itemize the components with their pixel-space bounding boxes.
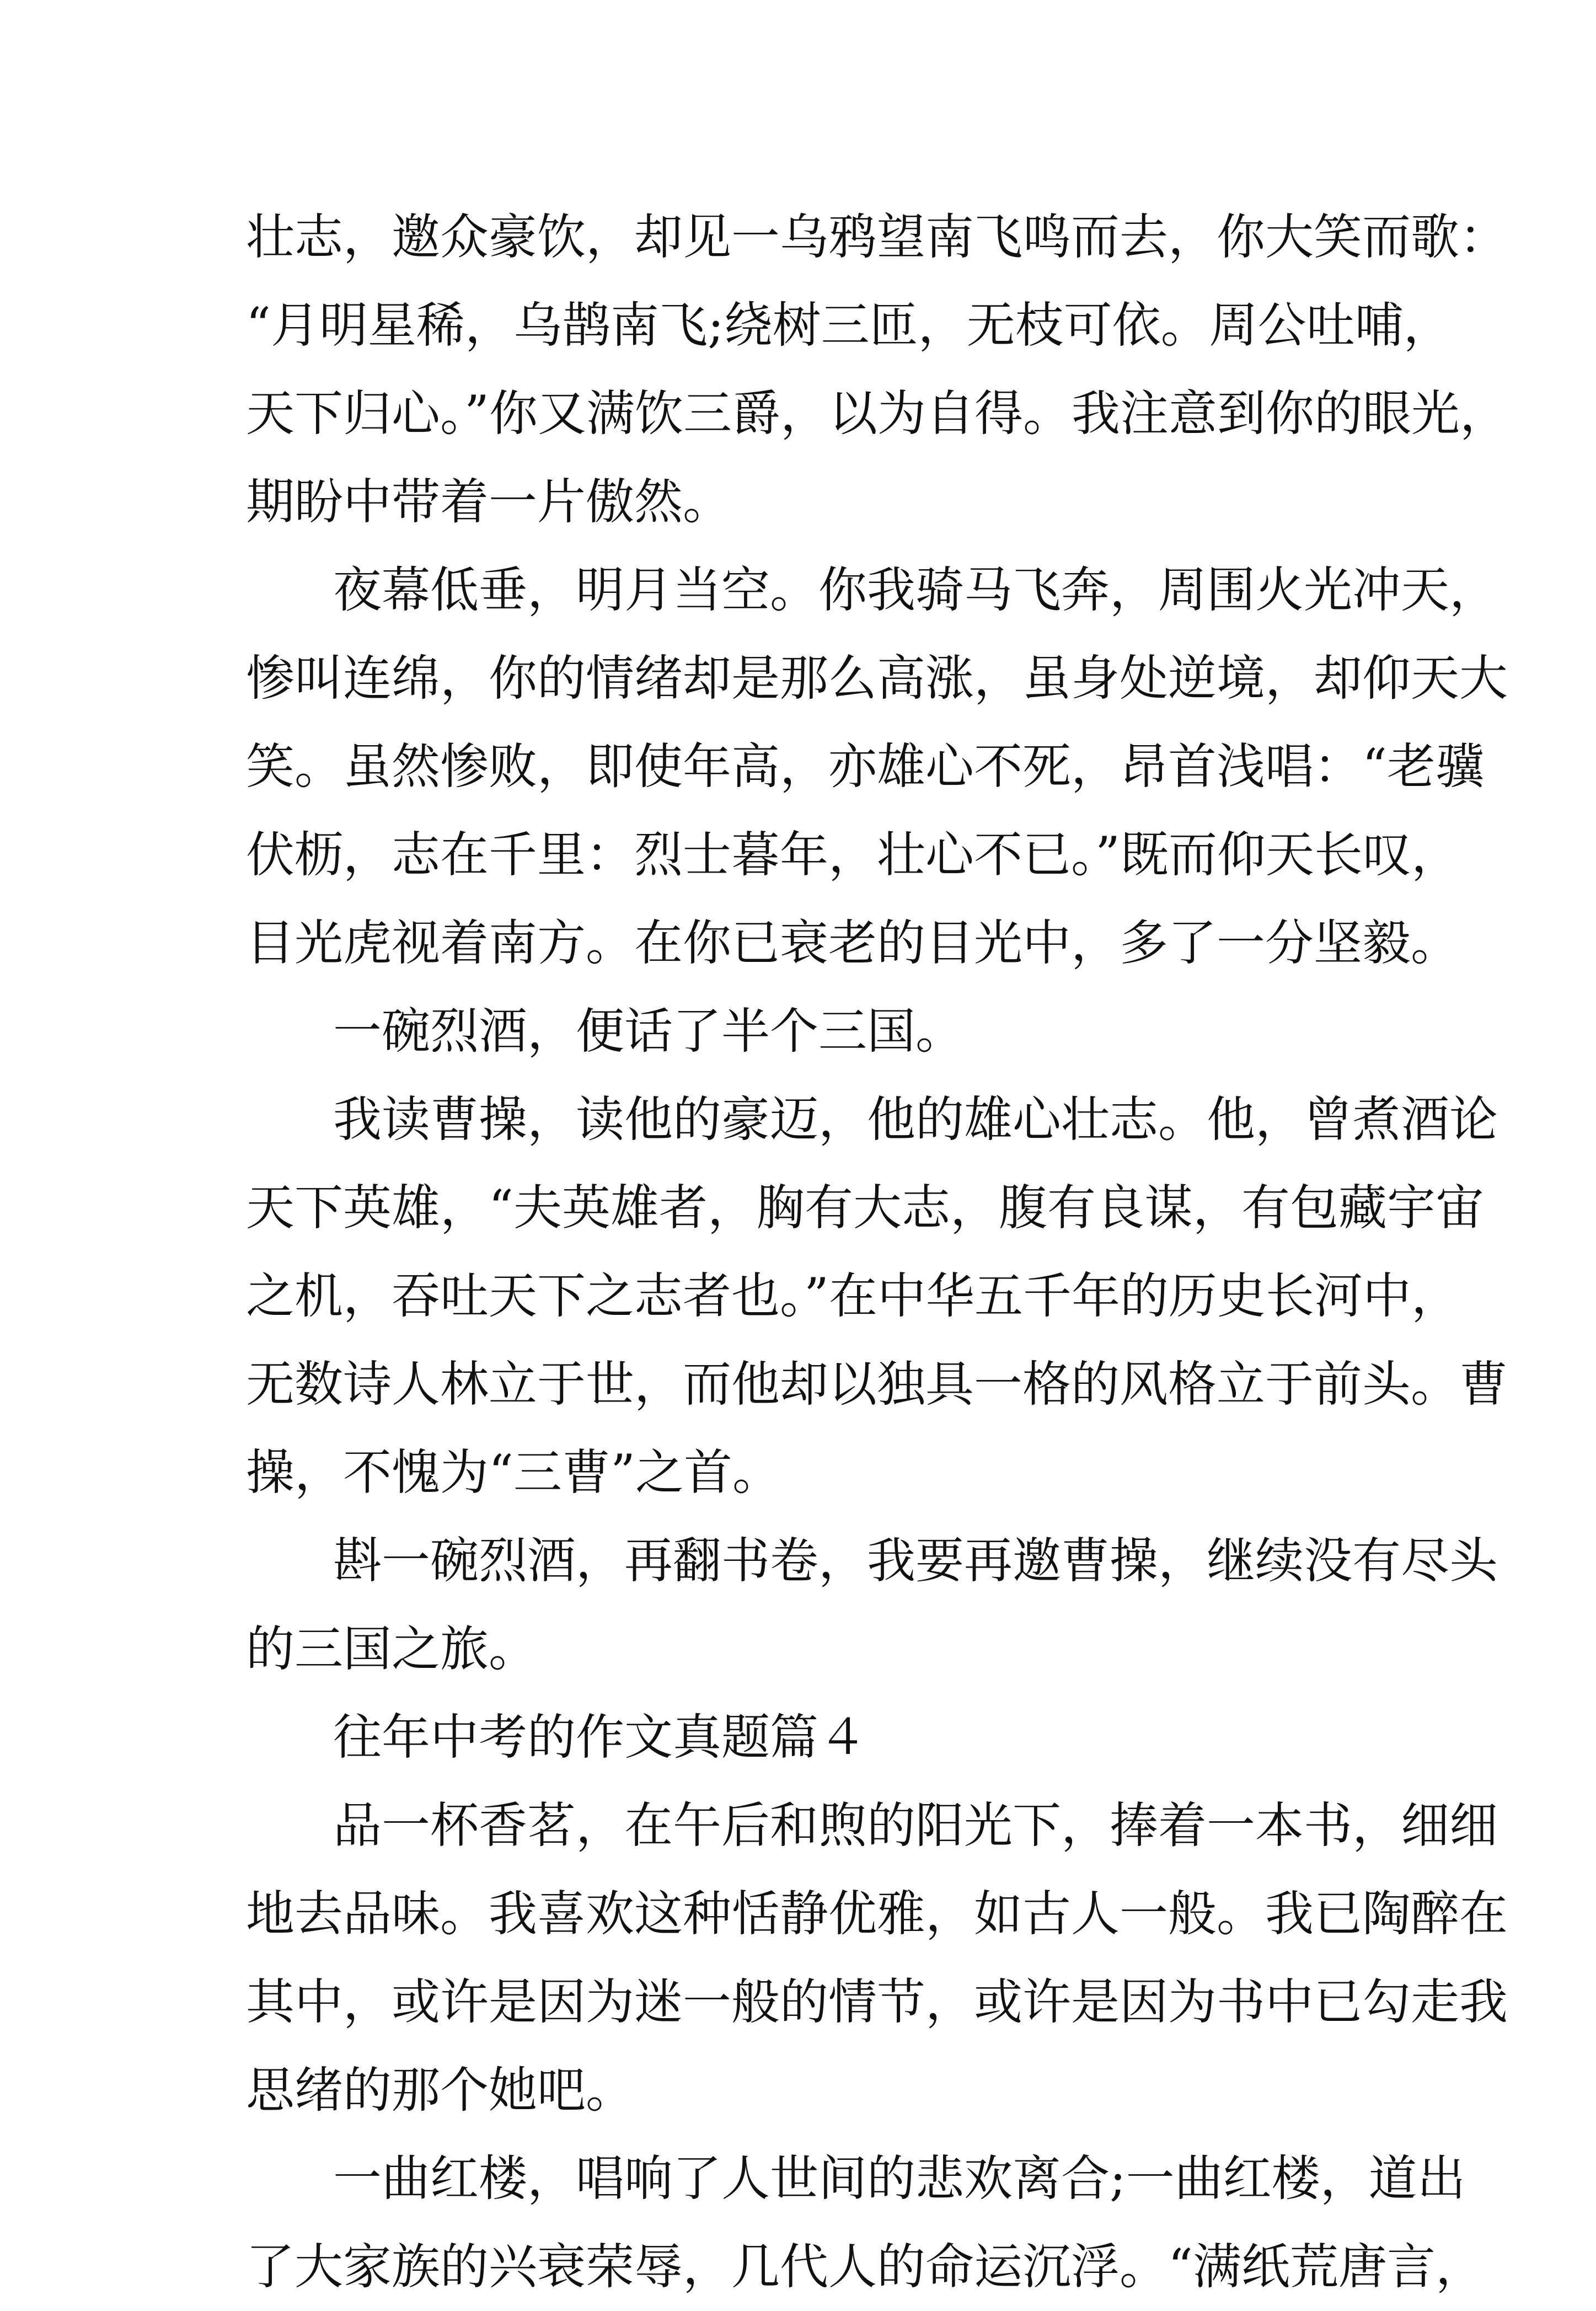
text-line: 品一杯香茗，在午后和煦的阳光下，捧着一本书，细细 xyxy=(333,1797,1498,1854)
text-line: 操，不愧为“三曹”之首。 xyxy=(246,1444,781,1501)
text-line: 其中，或许是因为迷一般的情节，或许是因为书中已勾走我 xyxy=(246,1973,1508,2030)
text-line: 无数诗人林立于世，而他却以独具一格的风格立于前头。曹 xyxy=(246,1356,1508,1413)
section-heading: 往年中考的作文真题篇４ xyxy=(333,1709,867,1766)
text-line: 一碗烈酒，便话了半个三国。 xyxy=(333,1003,965,1060)
body-text xyxy=(246,193,1508,2311)
text-line: 我读曹操，读他的豪迈，他的雄心壮志。他，曾煮酒论 xyxy=(333,1091,1498,1148)
text-line: 了大家族的兴衰荣辱，几代人的命运沉浮。“满纸荒唐言， xyxy=(246,2238,1484,2295)
text-line: 夜幕低垂，明月当空。你我骑马飞奔，周围火光冲天， xyxy=(333,561,1498,618)
text-line: 天下英雄，“夫英雄者，胸有大志，腹有良谋，有包藏宇宙 xyxy=(246,1179,1484,1236)
text-line: 目光虎视着南方。在你已衰老的目光中，多了一分坚毅。 xyxy=(246,914,1460,971)
text-line: 惨叫连绵，你的情绪却是那么高涨，虽身处逆境，却仰天大 xyxy=(246,650,1508,707)
text-line: 伏枥，志在千里：烈士暮年，壮心不已。”既而仰天长叹， xyxy=(246,826,1460,883)
text-line: 壮志，邀众豪饮，却见一乌鸦望南飞鸣而去，你大笑而歌： xyxy=(246,208,1508,265)
text-line: 思绪的那个她吧。 xyxy=(246,2062,635,2119)
text-line: 一曲红楼，唱响了人世间的悲欢离合;一曲红楼，道出 xyxy=(333,2150,1466,2207)
text-line: 期盼中带着一片傲然。 xyxy=(246,473,732,530)
text-line: 地去品味。我喜欢这种恬静优雅，如古人一般。我已陶醉在 xyxy=(246,1885,1508,1942)
text-line: “月明星稀，乌鹊南飞;绕树三匝，无枝可依。周公吐哺， xyxy=(246,297,1452,354)
text-line: 之机，吞吐天下之志者也。”在中华五千年的历史长河中， xyxy=(246,1267,1460,1324)
text-line: 斟一碗烈酒，再翻书卷，我要再邀曹操，继续没有尽头 xyxy=(333,1532,1498,1589)
text-line: 笑。虽然惨败，即使年高，亦雄心不死，昂首浅唱：“老骥 xyxy=(246,738,1484,795)
text-line: 天下归心。”你又满饮三爵，以为自得。我注意到你的眼光， xyxy=(246,385,1508,442)
text-line: 的三国之旅。 xyxy=(246,1620,538,1677)
